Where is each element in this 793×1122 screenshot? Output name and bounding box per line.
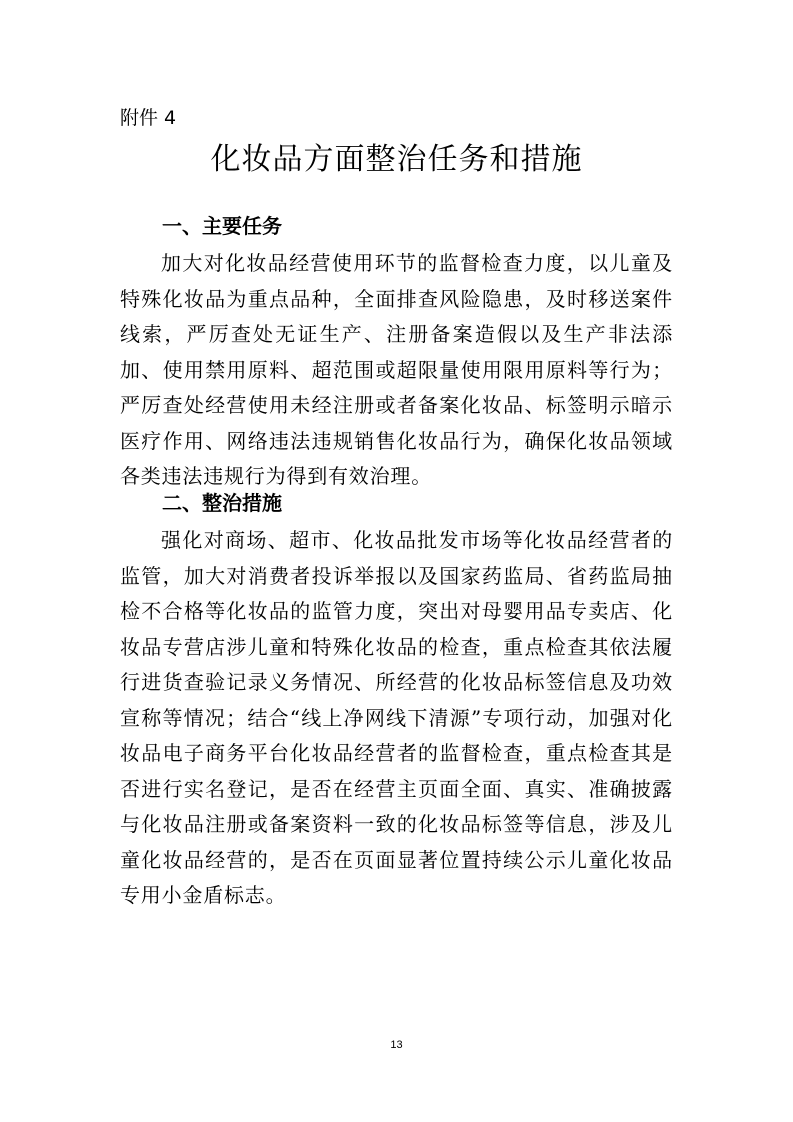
document-title: 化妆品方面整治任务和措施 [210, 142, 583, 177]
section-heading-measures: 二、整治措施 [162, 491, 282, 515]
page-number: 13 [390, 1039, 403, 1051]
attachment-label: 附件 4 [120, 107, 177, 129]
section-body-main-tasks: 加大对化妆品经营使用环节的监督检查力度，以儿童及特殊化妆品为重点品种，全面排查风险隐患，及时移送案件线索，严厉查处无证生产、注册备案造假以及生产非法添加、使用禁用原料、超范围或超限量使用限用原料等行为；严厉查处经营使用未经注册或者备案化妆品、标签明示暗示医疗作用、网络违法违规销售化妆品行为，确保化妆品领域各类违法违规行为得到有效治理。 [120, 251, 673, 488]
section-body-measures: 强化对商场、超市、化妆品批发市场等化妆品经营者的监管，加大对消费者投诉举报以及国家药监局、省药监局抽检不合格等化妆品的监管力度，突出对母婴用品专卖店、化妆品专营店涉儿童和特殊化妆品的检查，重点检查其依法履行进货查验记录义务情况、所经营的化妆品标签信息及功效宣称等情况；结合“线上净网线下清源”专项行动，加强对化妆品电子商务平台化妆品经营者的监督检查，重点检查其是否进行实名登记，是否在经营主页面全面、真实、准确披露与化妆品注册或备案资料一致的化妆品标签等信息，涉及儿 童化妆品经营的，是否在页面显著位置持续公示儿童化妆品专用小金盾标志。 [120, 528, 673, 907]
section-heading-main-tasks: 一、主要任务 [162, 214, 282, 238]
